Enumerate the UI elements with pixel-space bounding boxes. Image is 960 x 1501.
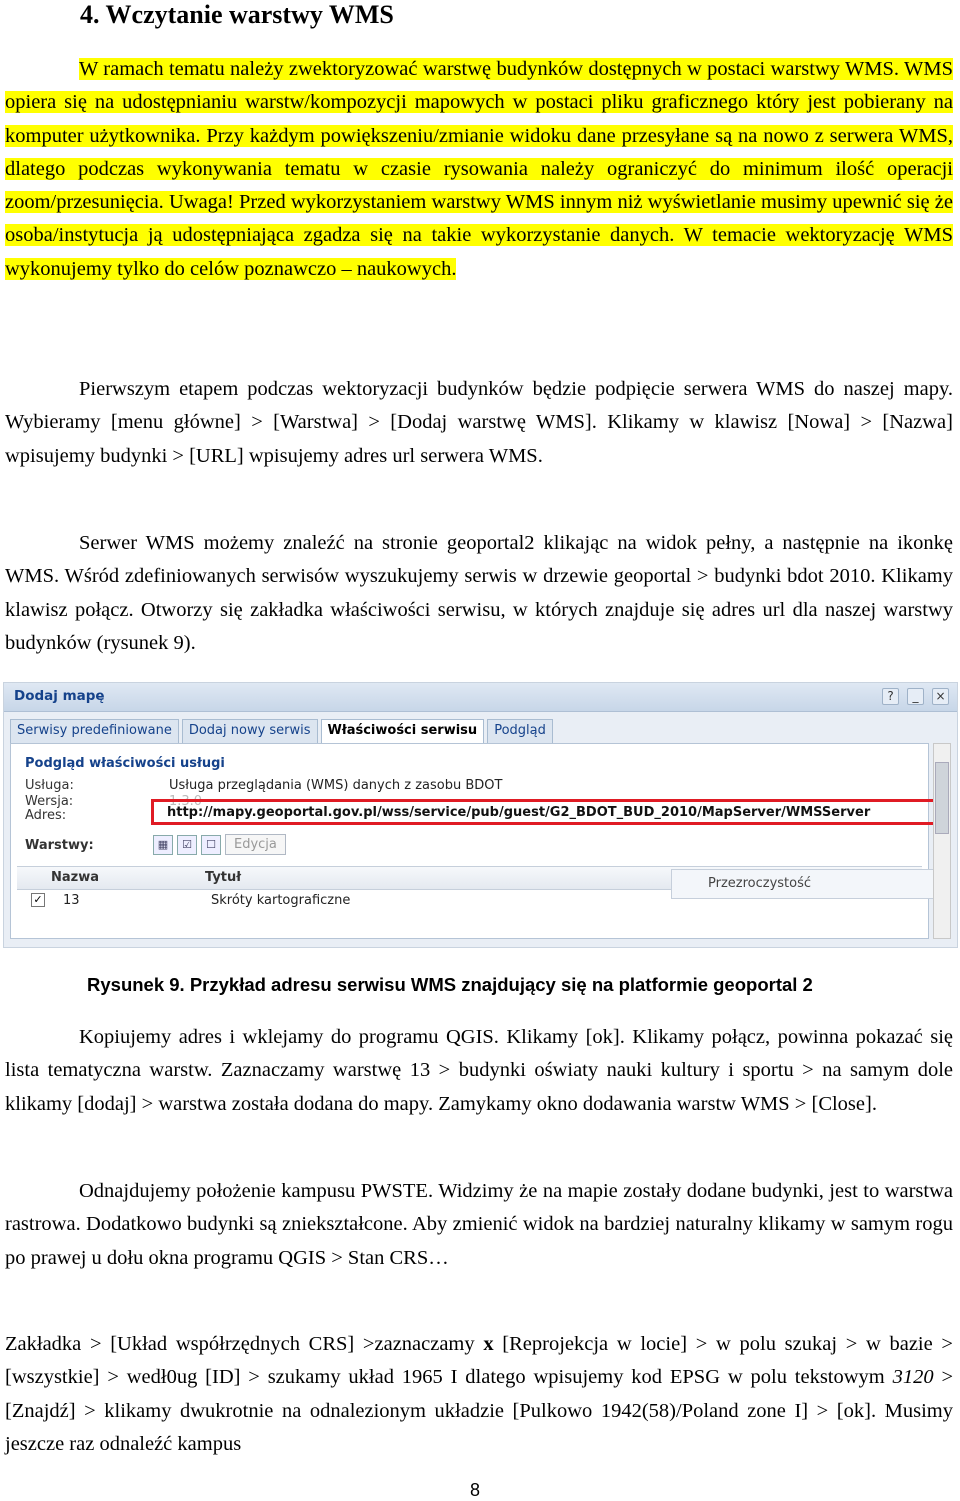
layer-toolbar — [153, 834, 286, 855]
column-title: Tytuł — [205, 870, 242, 885]
paragraph-6-text-a: Zakładka > [Układ współrzędnych CRS] >zaznaczamy — [5, 1333, 484, 1355]
select-icon[interactable]: ☑ — [177, 835, 197, 855]
paragraph-1 — [5, 53, 953, 286]
paragraph-2 — [5, 373, 953, 473]
properties-panel — [10, 743, 929, 939]
version-label: Wersja: — [25, 794, 74, 809]
paragraph-4 — [5, 1021, 953, 1121]
address-label: Adres: — [25, 808, 67, 823]
paragraph-3 — [5, 527, 953, 660]
epsg-code: 3120 — [892, 1366, 934, 1389]
paragraph-6-text-c: [Reprojekcja w locie] > w polu szukaj > w bazie > [wszystkie] > wedł0ug [ID] > szukamy układ 1965 I dlatego wpisujemy kod EPSG w polu tekstowym — [5, 1333, 953, 1389]
version-value: 1.3.0 — [169, 794, 203, 809]
paragraph-6-bold-x: x — [483, 1333, 494, 1355]
scroll-thumb[interactable] — [935, 762, 949, 834]
close-icon[interactable]: × — [932, 688, 949, 705]
service-url[interactable]: http://mapy.geoportal.gov.pl/wss/service/pub/guest/G2_BDOT_BUD_2010/MapServer/WMSServer — [167, 805, 871, 820]
opacity-panel — [671, 869, 935, 899]
minimize-icon[interactable]: _ — [907, 688, 924, 705]
paragraph-2-text: Pierwszym etapem podczas wektoryzacji budynków będzie podpięcie serwera WMS do naszej mapy. Wybieramy [menu główne] > [Warstwa] > [Dodaj warstwę WMS]. Klikamy w klawisz [Nowa] > [Nazwa] wpisujemy budynki > [URL] wpisujemy adres url serwera WMS. — [5, 378, 953, 467]
highlighted-text: W ramach tematu należy zwektoryzować warstwę budynków dostępnych w postaci warstwy WMS. WMS opiera się na udostępnianiu warstw/kompozycji mapowych w postaci pliku graficznego który jest pobierany na komputer użytkownika. Przy każdym powiększeniu/zmianie widoku dane przesyłane są na nowo z serwera WMS, dlatego podczas wykonywania tematu w czasie rysowania należy ograniczyć do minimum ilość operacji zoom/przesunięcia. Uwaga! Przed wykorzystaniem warstwy WMS innym niż wyświetlanie musimy upewnić się że osoba/instytucja ją udostępniająca zgadza się na takie wykorzystanie danych. W temacie wektoryzację WMS wykonujemy tylko do celów poznawczo – naukowych. — [5, 58, 953, 280]
dialog-tabs — [10, 719, 553, 743]
layers-label: Warstwy: — [25, 838, 94, 853]
paragraph-5 — [5, 1175, 953, 1275]
service-label: Usługa: — [25, 778, 74, 793]
column-name: Nazwa — [51, 870, 100, 885]
tab-add-service[interactable]: Dodaj nowy serwis — [182, 719, 318, 743]
paragraph-4-text: Kopiujemy adres i wklejamy do programu QGIS. Klikamy [ok]. Klikamy połącz, powinna pokazać się lista tematyczna warstw. Zaznaczamy warstwę 13 > budynki oświaty nauki kultury i sportu > na samym dole klikamy [dodaj] > warstwa została dodana do mapy. Zamykamy okno dodawania warstw WMS > [Close]. — [5, 1026, 953, 1115]
figure-screenshot — [3, 682, 958, 948]
properties-title: Podgląd właściwości usługi — [25, 756, 225, 771]
scrollbar[interactable] — [933, 743, 951, 939]
dialog-tools — [882, 688, 949, 705]
dialog-title: Dodaj mapę — [14, 688, 105, 704]
help-icon[interactable]: ? — [882, 688, 899, 705]
section-heading: 4. Wczytanie warstwy WMS — [80, 0, 394, 29]
grid-icon[interactable]: ▦ — [153, 835, 173, 855]
tab-service-properties[interactable]: Właściwości serwisu — [321, 719, 485, 743]
layer-title: Skróty kartograficzne — [211, 893, 351, 908]
figure-caption: Rysunek 9. Przykład adresu serwisu WMS znajdujący się na platformie geoportal 2 — [87, 974, 813, 995]
dialog-titlebar — [4, 683, 957, 712]
opacity-label: Przezroczystość — [708, 876, 812, 891]
uncheck-icon[interactable]: ☐ — [201, 835, 221, 855]
paragraph-5-text: Odnajdujemy położenie kampusu PWSTE. Widzimy że na mapie zostały dodane budynki, jest to warstwa rastrowa. Dodatkowo budynki są zniekształcone. Aby zmienić widok na bardziej naturalny klikamy w samym rogu po prawej u dołu okna programu QGIS > Stan CRS… — [5, 1180, 953, 1269]
tab-preview[interactable]: Podgląd — [487, 719, 553, 743]
layer-name: 13 — [63, 893, 80, 908]
edit-button[interactable]: Edycja — [225, 834, 286, 855]
page-number: 8 — [470, 1480, 481, 1500]
layer-checkbox[interactable]: ✓ — [31, 893, 45, 907]
paragraph-6-text-e: > [Znajdź] > klikamy dwukrotnie na odnalezionym układzie [Pulkowo 1942(58)/Poland zone I] > [ok]. Musimy jeszcze raz odnaleźć kampus — [5, 1366, 954, 1455]
service-value: Usługa przeglądania (WMS) danych z zasobu BDOT — [169, 778, 503, 793]
paragraph-6 — [5, 1328, 953, 1461]
paragraph-3-text: Serwer WMS możemy znaleźć na stronie geoportal2 klikając na widok pełny, a następnie na ikonkę WMS. Wśród zdefiniowanych serwisów wyszukujemy serwis w drzewie geoportal > budynki bdot 2010. Klikamy klawisz połącz. Otworzy się zakładka właściwości serwisu, w których znajduje się adres url dla naszej warstwy budynków (rysunek 9). — [5, 532, 953, 654]
tab-predefined-services[interactable]: Serwisy predefiniowane — [10, 719, 179, 743]
